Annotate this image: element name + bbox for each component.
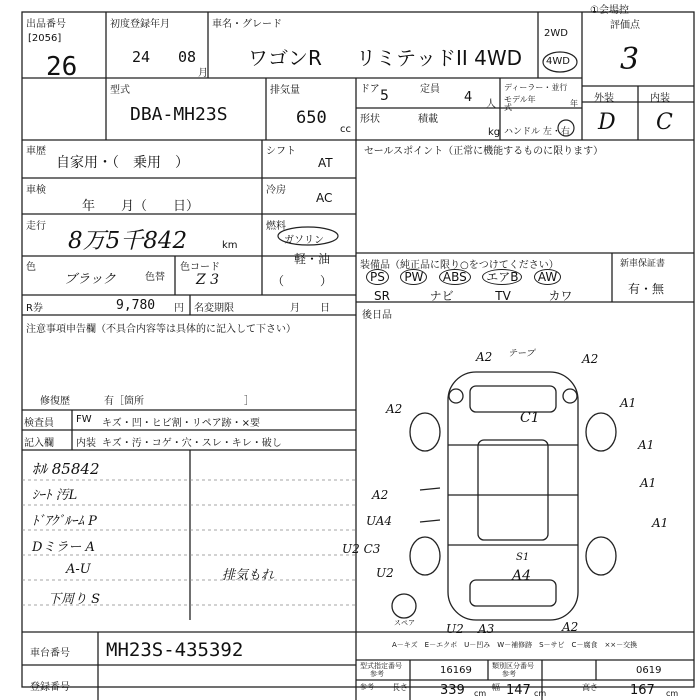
car-grade: リミテッドII 4WD [356, 46, 523, 70]
height-unit: cm [666, 689, 679, 698]
year-unit: 年 [570, 99, 578, 108]
mark-ua4: UA4 [366, 514, 393, 528]
spare-label: スペア [394, 619, 415, 627]
exterior-grade: D [598, 110, 616, 135]
mark-u2-left: U2 [376, 566, 394, 580]
shift-label: シフト [266, 146, 296, 157]
model-code: DBA-MH23S [130, 104, 228, 125]
equip-navi: ナビ [429, 289, 454, 303]
recycle-label: R券 [26, 303, 43, 314]
equip-pw: PW [400, 269, 427, 285]
doors-label: ドア [360, 84, 380, 95]
shape-label: 形状 [360, 114, 380, 125]
listing-number: 26 [46, 52, 78, 82]
color-code-label: 色コード [180, 262, 220, 273]
mark-c1-roof: C1 [520, 410, 540, 426]
length-label: 長さ [392, 683, 408, 692]
month-unit: 月 [198, 68, 208, 79]
ac: AC [316, 191, 333, 205]
mark-a1-right-1: A1 [620, 396, 637, 410]
mileage-label: 走行 [26, 221, 46, 232]
chassis-label: 車台番号 [30, 648, 70, 659]
class-label: 類別区分番号 [492, 662, 534, 670]
inspection-label: 車検 [26, 185, 46, 196]
class-number: 0619 [636, 665, 662, 676]
mark-a2-front-right: A2 [582, 352, 599, 366]
type-cert: 16169 [440, 665, 472, 676]
use-label: 車歴 [26, 146, 46, 157]
width-label: 幅 [492, 683, 500, 692]
inspector-label: 検査員 [24, 418, 54, 429]
equip-tv: TV [495, 289, 511, 303]
color-change-label: 色替 [145, 272, 165, 283]
inspection-value: 年 月（ 日） [82, 199, 200, 214]
equip-sr: SR [374, 289, 390, 303]
car-diagram [392, 372, 616, 620]
warranty-label: 新車保証書 [620, 259, 666, 269]
height: 167 [630, 683, 655, 698]
note-2: ｼｰﾄ 汚L [32, 488, 78, 503]
km-unit: km [222, 240, 238, 251]
capacity-label: 定員 [420, 84, 440, 95]
drive-4wd: 4WD [546, 56, 570, 67]
reg-no-label: 登録番号 [30, 682, 70, 693]
car-name-label: 車名・グレード [212, 19, 282, 30]
mark-a1-right-2: A1 [638, 438, 655, 452]
dealer-label: ディーラー・並行 [504, 83, 568, 92]
equipment-row-2 [374, 287, 573, 304]
person-unit: 人 [486, 99, 496, 110]
displacement: 650 [296, 108, 327, 128]
cc-unit: cc [340, 124, 351, 135]
exterior-label: 外装 [594, 93, 614, 104]
height-label: 高さ [582, 683, 598, 692]
width-unit: cm [534, 689, 547, 698]
reg-year: 24 [132, 48, 151, 66]
shift: AT [318, 156, 333, 170]
note-3: ﾄﾞｱｸﾞﾙｰﾑ P [32, 514, 97, 529]
reg-expiry-label: 名変期限 [194, 303, 234, 314]
mark-a3-rear: A3 [478, 622, 495, 636]
damage-row-2: キズ・汚・コゲ・穴・スレ・キレ・破し [102, 438, 282, 449]
color: ブラック [64, 272, 116, 287]
interior-row-label: 内装 [76, 438, 96, 449]
type-cert-label: 型式指定番号 [360, 662, 402, 670]
reg-month: 08 [178, 48, 197, 66]
equip-airbag: エアB [482, 269, 522, 285]
yen-unit: 円 [174, 303, 184, 314]
model-year-label: モデル年式 [504, 95, 536, 112]
note-1: ﾎﾙ 85842 [32, 460, 100, 478]
class-ref: 参考 [502, 670, 516, 678]
equipment-row-1 [366, 268, 561, 285]
displacement-label: 排気量 [270, 85, 300, 96]
mark-a4-rear: A4 [512, 568, 532, 584]
fuel-gasoline: ガソリン [284, 235, 324, 246]
damage-legend: A－キズ E－エクボ U－凹み W－補修跡 S－サビ C－腐食 ××－交換 [392, 641, 638, 649]
handle-label: ハンドル 左・右 [504, 127, 570, 137]
equipment-label: 装備品（純正品に限り○をつけてください） [360, 260, 559, 271]
mark-a2-left: A2 [386, 402, 403, 416]
post-items-label: 後日品 [362, 310, 392, 321]
drive-2wd: 2WD [544, 28, 568, 39]
repair-value: 有［箇所 ］ [104, 396, 254, 407]
car-name: ワゴンR [248, 46, 322, 70]
equip-leather: カワ [548, 289, 573, 303]
repair-label: 修復歴 [40, 396, 70, 407]
mark-a1-right-3: A1 [640, 476, 657, 490]
recycle-fee: 9,780 [116, 298, 156, 313]
length-unit: cm [474, 689, 487, 698]
exhaust-note: 排気もれ [222, 568, 275, 583]
doors: 5 [380, 88, 389, 104]
mark-tape: テープ [508, 349, 535, 359]
mark-u2c3: U2 C3 [342, 542, 381, 556]
interior-grade: C [656, 110, 673, 135]
inspector-label-2: 記入欄 [24, 438, 54, 449]
length: 339 [440, 683, 465, 698]
mileage: 8万5千842 [68, 228, 188, 254]
equip-aw: AW [534, 269, 561, 285]
corner-mark: ①会場控 [590, 5, 629, 16]
interior-label: 内装 [650, 93, 670, 104]
mark-s1: S1 [516, 552, 530, 563]
notes-label: 注意事項申告欄（不具合内容等は具体的に記入して下さい） [26, 324, 296, 335]
color-code: Z 3 [196, 272, 220, 288]
reg-expiry: 月 日 [290, 303, 330, 314]
width: 147 [506, 683, 531, 698]
fuel-paren: （ ） [272, 274, 333, 288]
mark-u2-rear: U2 [446, 622, 464, 636]
note-4: Dミラー A [32, 540, 95, 555]
type-cert-ref: 参考 [370, 670, 384, 678]
length-ref: 参考 [360, 683, 374, 691]
equip-abs: ABS [439, 269, 471, 285]
mark-a2-left-door: A2 [372, 488, 389, 502]
chassis-number: MH23S-435392 [106, 639, 244, 661]
ac-label: 冷房 [266, 185, 286, 196]
load-label: 積載 [418, 114, 438, 125]
listing-sub: [2056] [28, 33, 62, 44]
mark-a2-rear-right: A2 [562, 620, 579, 634]
fuel-diesel: 軽・油 [294, 252, 331, 266]
score-label: 評価点 [610, 20, 640, 31]
capacity: 4 [464, 90, 473, 105]
listing-no-label: 出品番号 [26, 19, 66, 30]
note-6: 下周り S [48, 592, 101, 607]
kg-unit: kg [488, 127, 501, 138]
equip-ps: PS [366, 269, 389, 285]
fuel-label: 燃料 [266, 221, 286, 232]
color-label: 色 [26, 262, 36, 273]
mark-a2-front: A2 [476, 350, 493, 364]
mark-a1-right-4: A1 [652, 516, 669, 530]
first-reg-label: 初度登録年月 [110, 19, 170, 30]
damage-row-1: キズ・凹・ヒビ割・リペア跡・×要 [102, 418, 260, 429]
sales-point-label: セールスポイント（正常に機能するものに限ります） [364, 146, 604, 157]
warranty-value: 有・無 [628, 282, 665, 296]
fw-label: FW [76, 414, 92, 425]
note-5: A-U [66, 562, 91, 577]
model-label: 型式 [110, 85, 130, 96]
use-value: 自家用・（ 乗用 ） [56, 155, 189, 171]
score-value: 3 [620, 42, 640, 77]
